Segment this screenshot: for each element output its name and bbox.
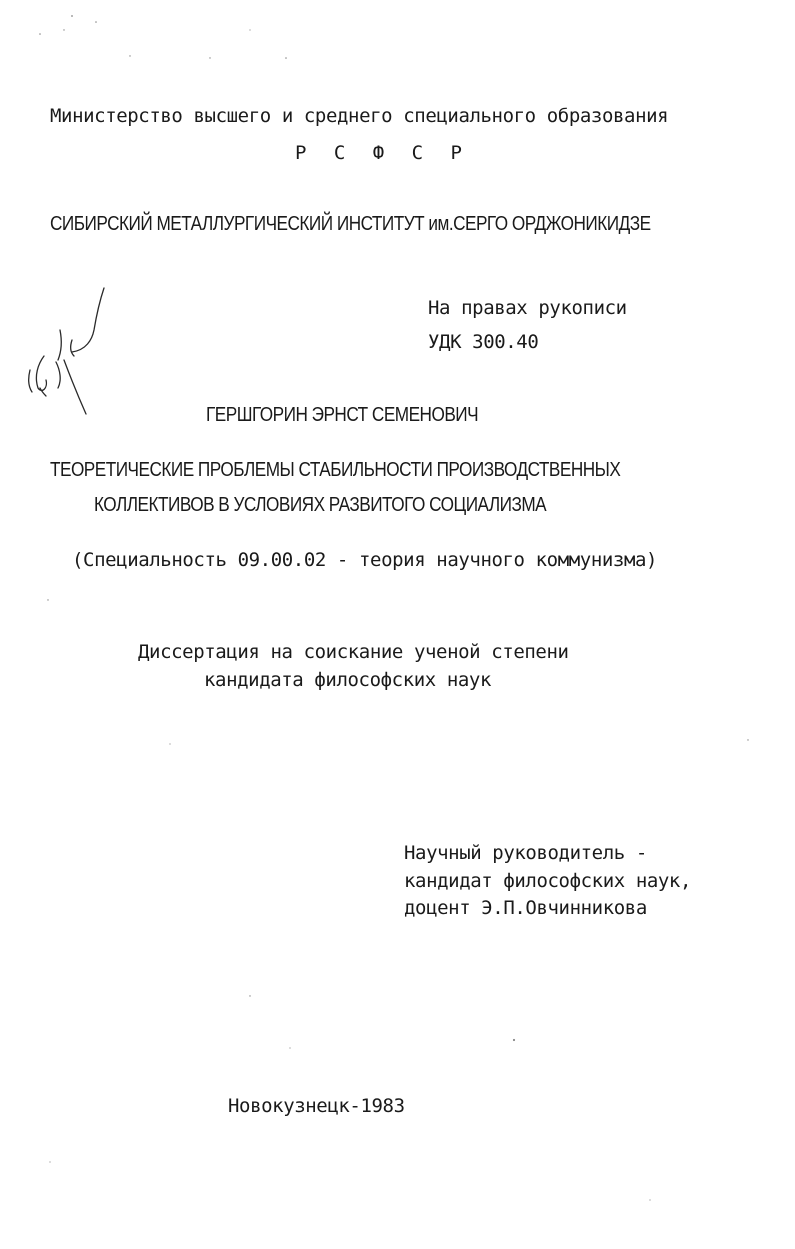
- dissertation-line-1: Диссертация на соискание ученой степени: [138, 641, 569, 663]
- dissertation-line-2: кандидата философских наук: [204, 669, 492, 691]
- institute-line: СИБИРСКИЙ МЕТАЛЛУРГИЧЕСКИЙ ИНСТИТУТ им.СЕРГО ОРДЖОНИКИДЗЕ: [50, 213, 651, 235]
- manuscript-rights: На правах рукописи: [428, 297, 627, 319]
- place-year: Новокузнецк-1983: [228, 1095, 405, 1117]
- ministry-line: Министерство высшего и среднего специального образования: [50, 105, 669, 127]
- supervisor-line-1: Научный руководитель -: [404, 842, 647, 864]
- supervisor-line-3: доцент Э.П.Овчинникова: [404, 897, 647, 919]
- republic-line: Р С Ф С Р: [295, 142, 470, 164]
- title-line-1: ТЕОРЕТИЧЕСКИЕ ПРОБЛЕМЫ СТАБИЛЬНОСТИ ПРОИЗВОДСТВЕННЫХ: [50, 459, 621, 481]
- supervisor-line-2: кандидат философских наук,: [404, 870, 692, 892]
- author-name: ГЕРШГОРИН ЭРНСТ СЕМЕНОВИЧ: [206, 404, 479, 426]
- specialty-line: (Специальность 09.00.02 - теория научного коммунизма): [72, 549, 658, 571]
- udc-code: УДК 300.40: [428, 331, 539, 353]
- title-line-2: КОЛЛЕКТИВОВ В УСЛОВИЯХ РАЗВИТОГО СОЦИАЛИЗМА: [94, 494, 547, 516]
